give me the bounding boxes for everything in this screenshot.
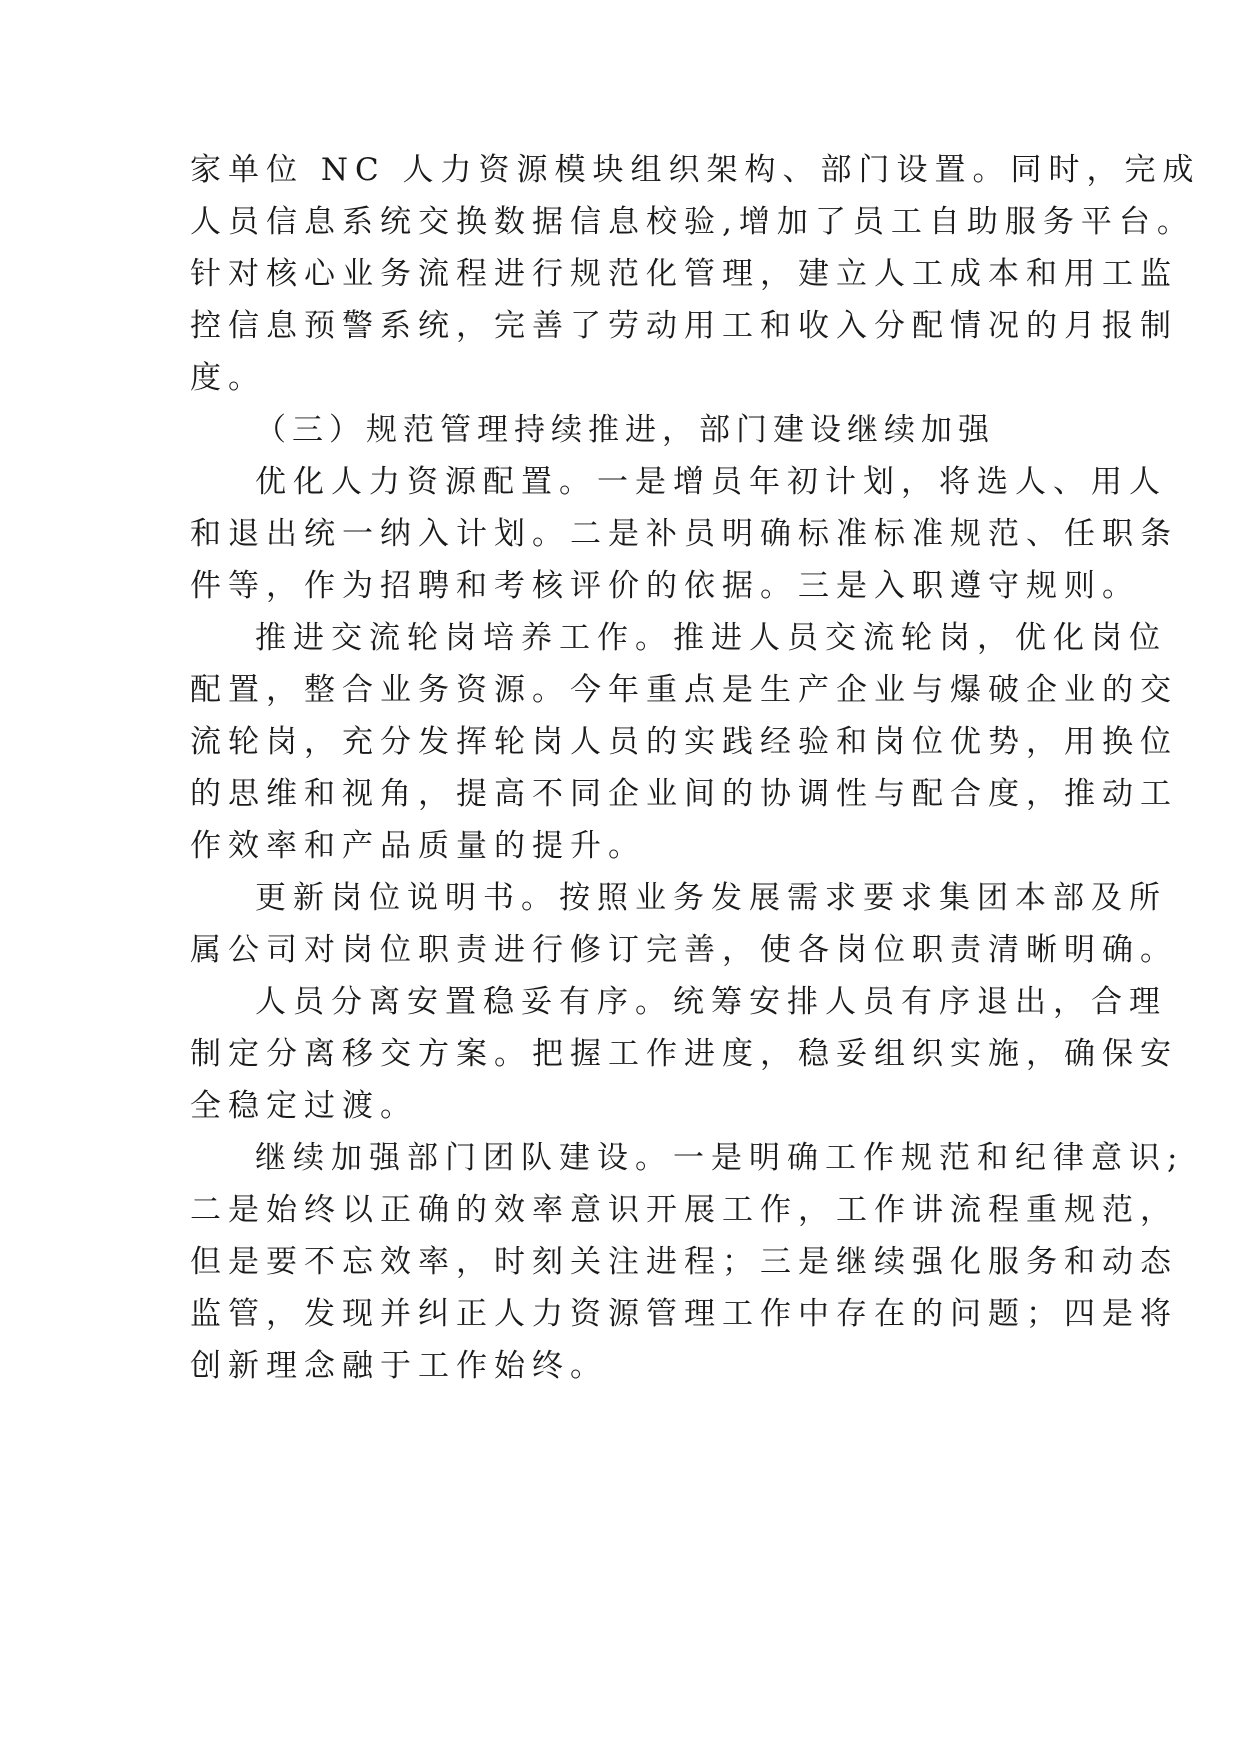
text-line: 针对核心业务流程进行规范化管理，建立人工成本和用工监 [190, 256, 1178, 292]
text-line: 度。 [190, 360, 266, 396]
text-line: 但是要不忘效率，时刻关注进程；三是继续强化服务和动态 [190, 1244, 1178, 1280]
text-line: 配置，整合业务资源。今年重点是生产企业与爆破企业的交 [190, 672, 1178, 708]
text-line: 全稳定过渡。 [190, 1088, 418, 1124]
text-line: 件等，作为招聘和考核评价的依据。三是入职遵守规则。 [190, 568, 1140, 604]
paragraph-first-line: 更新岗位说明书。按照业务发展需求要求集团本部及所 [255, 880, 1167, 916]
text-line: 创新理念融于工作始终。 [190, 1348, 608, 1384]
paragraph-first-line: 人员分离安置稳妥有序。统筹安排人员有序退出，合理 [255, 984, 1167, 1020]
text-line: 作效率和产品质量的提升。 [190, 828, 646, 864]
text-line: 的思维和视角，提高不同企业间的协调性与配合度，推动工 [190, 776, 1178, 812]
text-line: 人员信息系统交换数据信息校验,增加了员工自助服务平台。 [190, 204, 1195, 240]
section-heading: （三）规范管理持续推进，部门建设继续加强 [255, 412, 995, 448]
paragraph-first-line: 推进交流轮岗培养工作。推进人员交流轮岗，优化岗位 [255, 620, 1167, 656]
text-line: 监管，发现并纠正人力资源管理工作中存在的问题；四是将 [190, 1296, 1178, 1332]
text-line: 家单位 NC 人力资源模块组织架构、部门设置。同时，完成 [190, 152, 1201, 188]
text-line: 流轮岗，充分发挥轮岗人员的实践经验和岗位优势，用换位 [190, 724, 1178, 760]
text-line: 制定分离移交方案。把握工作进度，稳妥组织实施，确保安 [190, 1036, 1178, 1072]
paragraph-first-line: 继续加强部门团队建设。一是明确工作规范和纪律意识; [255, 1140, 1185, 1176]
text-line: 属公司对岗位职责进行修订完善，使各岗位职责清晰明确。 [190, 932, 1178, 968]
paragraph-first-line: 优化人力资源配置。一是增员年初计划，将选人、用人 [255, 464, 1167, 500]
text-line: 控信息预警系统，完善了劳动用工和收入分配情况的月报制 [190, 308, 1178, 344]
text-line: 二是始终以正确的效率意识开展工作，工作讲流程重规范， [190, 1192, 1178, 1228]
text-line: 和退出统一纳入计划。二是补员明确标准标准规范、任职条 [190, 516, 1178, 552]
